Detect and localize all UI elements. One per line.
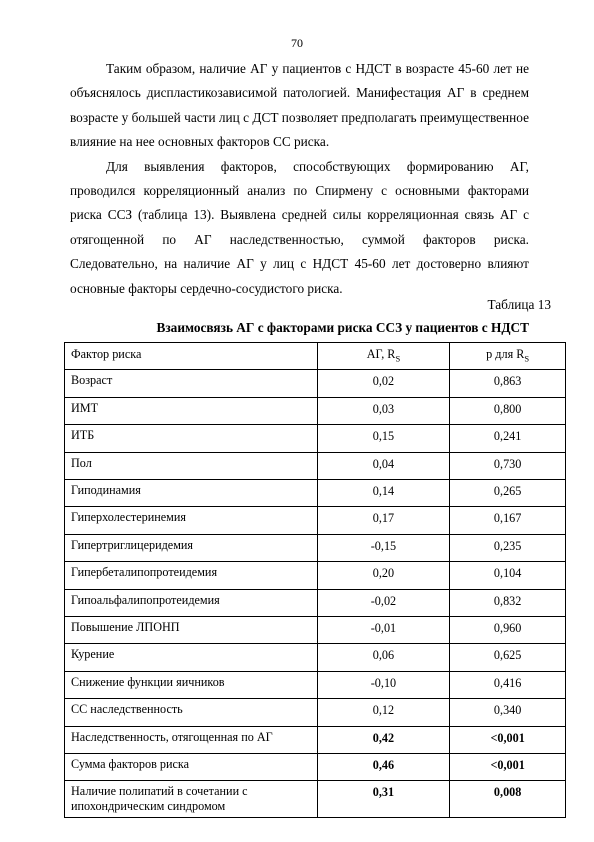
table-label: Таблица 13	[487, 297, 551, 312]
paragraph-1: Таким образом, наличие АГ у пациентов с НДСТ в возрасте 45-60 лет не объяснялось диспластикозависимой патологией. Манифестация АГ в среднем возрасте у большей части лиц с ДСТ позволяет предполагать преимущественное влияние на нее основных факторов СС риска.	[70, 61, 529, 150]
header-factor: Фактор риска	[65, 343, 318, 370]
cell-p: 0,800	[450, 397, 566, 424]
table-row	[65, 644, 566, 671]
table-row	[65, 753, 566, 780]
table-row	[65, 425, 566, 452]
table-row	[65, 562, 566, 589]
cell-p: 0,730	[450, 452, 566, 479]
cell-p: 0,340	[450, 699, 566, 726]
cell-factor: Повышение ЛПОНП	[65, 616, 318, 643]
table-row	[65, 397, 566, 424]
table-row	[65, 781, 566, 818]
page-number: 70	[291, 36, 303, 50]
body-text	[70, 57, 529, 301]
cell-factor: Снижение функции яичников	[65, 671, 318, 698]
table-row	[65, 480, 566, 507]
header-r: АГ, $R_S$	[317, 343, 450, 370]
cell-r: -0,15	[317, 534, 450, 561]
cell-r: -0,02	[317, 589, 450, 616]
cell-p: 0,241	[450, 425, 566, 452]
cell-r: 0,17	[317, 507, 450, 534]
cell-r: 0,42	[317, 726, 450, 753]
cell-r: 0,14	[317, 480, 450, 507]
cell-p: 0,235	[450, 534, 566, 561]
cell-factor: Сумма факторов риска	[65, 753, 318, 780]
cell-r: 0,46	[317, 753, 450, 780]
cell-factor: ИТБ	[65, 425, 318, 452]
cell-factor: Наследственность, отягощенная по АГ	[65, 726, 318, 753]
cell-p: 0,416	[450, 671, 566, 698]
table-row	[65, 671, 566, 698]
cell-p: 0,832	[450, 589, 566, 616]
cell-p: <0,001	[450, 753, 566, 780]
cell-factor: Гипоальфалипопротеидемия	[65, 589, 318, 616]
table-row	[65, 507, 566, 534]
cell-r: 0,03	[317, 397, 450, 424]
cell-p: <0,001	[450, 726, 566, 753]
cell-r: 0,12	[317, 699, 450, 726]
cell-factor: ИМТ	[65, 397, 318, 424]
cell-p: 0,167	[450, 507, 566, 534]
cell-factor: Гиподинамия	[65, 480, 318, 507]
correlation-table	[64, 342, 566, 818]
table-row	[65, 534, 566, 561]
header-p: p для $R_S$	[450, 343, 566, 370]
table-title: Взаимосвязь АГ с факторами риска ССЗ у пациентов с НДСТ	[156, 320, 529, 335]
cell-factor: Пол	[65, 452, 318, 479]
cell-r: -0,10	[317, 671, 450, 698]
cell-p: 0,104	[450, 562, 566, 589]
cell-r: 0,06	[317, 644, 450, 671]
table-row	[65, 452, 566, 479]
cell-r: 0,20	[317, 562, 450, 589]
cell-p: 0,008	[450, 781, 566, 818]
cell-r: 0,15	[317, 425, 450, 452]
cell-factor: Курение	[65, 644, 318, 671]
cell-factor: Гипербеталипопротеидемия	[65, 562, 318, 589]
table-row	[65, 726, 566, 753]
cell-r: 0,04	[317, 452, 450, 479]
cell-p: 0,863	[450, 370, 566, 397]
cell-p: 0,265	[450, 480, 566, 507]
cell-p: 0,625	[450, 644, 566, 671]
table-row	[65, 699, 566, 726]
table-row	[65, 370, 566, 397]
cell-factor: Гиперхолестеринемия	[65, 507, 318, 534]
table-row	[65, 589, 566, 616]
paragraph-2: Для выявления факторов, способствующих формированию АГ, проводился корреляционный анализ по Спирмену с основными факторами риска ССЗ (таблица 13). Выявлена средней силы корреляционная связь АГ с отягощенной по АГ наследственностью, суммой факторов риска. Следовательно, на наличие АГ у лиц с НДСТ 45-60 лет достоверно влияют основные факторы сердечно-сосудистого риска.	[70, 158, 529, 296]
cell-factor: Возраст	[65, 370, 318, 397]
cell-p: 0,960	[450, 616, 566, 643]
cell-r: 0,31	[317, 781, 450, 818]
cell-r: 0,02	[317, 370, 450, 397]
cell-factor: Гипертриглицеридемия	[65, 534, 318, 561]
cell-r: -0,01	[317, 616, 450, 643]
table-header-row	[65, 343, 566, 370]
cell-factor: СС наследственность	[65, 699, 318, 726]
table-row	[65, 616, 566, 643]
cell-factor: Наличие полипатий в сочетании с ипохондрическим синдромом	[65, 781, 318, 818]
